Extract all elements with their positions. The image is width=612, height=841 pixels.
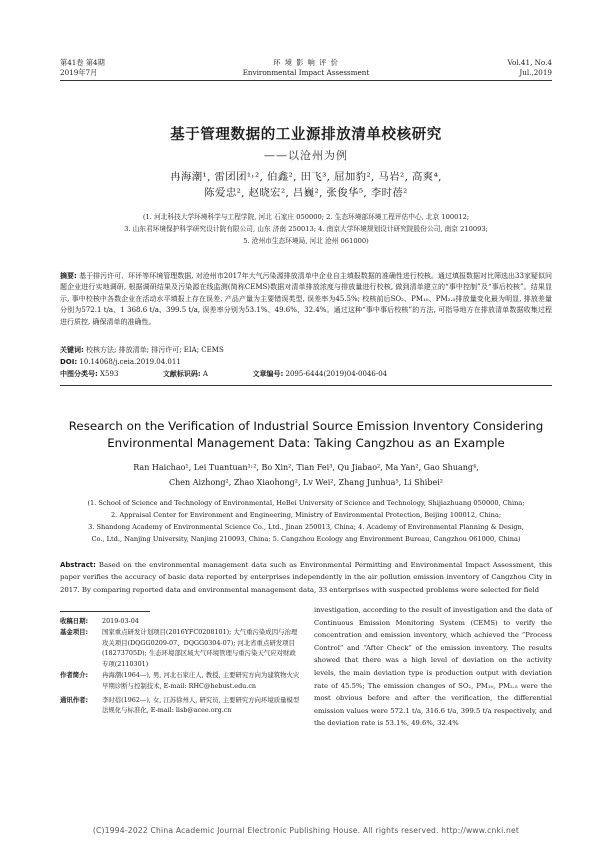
affiliation-cn-line: 5. 沧州市生态环境局, 河北 沧州 061000) xyxy=(243,237,369,245)
footnote-label: 作者简介: xyxy=(60,670,89,679)
keywords-cn xyxy=(60,345,224,356)
authors-cn-line: 冉海潮¹, 雷团团¹˒², 伯鑫², 田飞³, 屈加豹², 马岩², 高爽⁴, xyxy=(170,171,442,183)
affiliations-en xyxy=(40,497,572,545)
header-date-en: Jul.,2019 xyxy=(519,68,552,77)
doi-link[interactable]: 10.14068/j.ceia.2019.04.011 xyxy=(79,358,181,366)
subtitle-cn: ——以沧州为例 xyxy=(264,149,348,162)
footnote-received xyxy=(60,616,300,627)
doi-label: DOI: xyxy=(60,358,78,366)
abstract-en-continued: investigation, according to the result of investigation and the data of Continuous Emission Monitoring System (CEMS) to verify the concentration and emission inventory, which achieved the “Process Control” and “After Check” of the emission inventory. The results showed that there was a high level of deviation on the activity levels, the main deviation type is production output with deviation rate of 45.5%; The emission changes of SO₂, PM₁₀, PM₂.₅ were the most obvious before and after the verification, the differential emission values were 572.1 t/a, 316.6 t/a, 399.5 t/a respectively, and the deviation rate is 53.1%, 49.6%, 32.4% xyxy=(314,606,552,728)
header-date-cn: 2019年7月 xyxy=(60,68,98,77)
footnote-text: 李时蓓(1962—), 女, 江苏徐州人, 研究员, 主要研究方向环境质量模型法规化与标准化, E-mail: lisb@acee.org.cn xyxy=(102,695,300,715)
affiliations-cn xyxy=(40,211,572,247)
article-id-label: 文章编号: xyxy=(252,370,284,378)
affiliation-cn-line: (1. 河北科技大学环境科学与工程学院, 河北 石家庄 050000; 2. 生态环境部环境工程评估中心, 北京 100012; xyxy=(142,213,470,221)
header-rule xyxy=(60,80,552,81)
footnote-text: 国家重点研发计划项目(2016YFC0208101); 大气重污染成因与治理攻关项目(DQGG0209-07、DQGG0304-07); 河北省重点研发项目(18273705D); 生态环境部区域大气环境管理与重污染天气应对财政专项(2110301) xyxy=(102,627,298,669)
title-en-line: Research on the Verification of Industrial Source Emission Inventory Considering xyxy=(68,419,544,433)
keywords-cn-label: 关键词: xyxy=(60,346,84,354)
article-id-value: 2095-6444(2019)04-0046-04 xyxy=(285,370,388,378)
authors-cn xyxy=(40,169,572,201)
footnote-rule xyxy=(60,611,150,612)
copyright-footer: (C)1994-2022 China Academic Journal Electronic Publishing House. All rights reserved. http://www.cnki.net xyxy=(92,826,520,835)
abstract-en xyxy=(60,559,552,596)
abstract-en-text: Based on the environmental management data such as Environmental Permitting and Environmental Impact Assessment, this paper verifies the accuracy of basic data reported by enterprises independently in the air pollution emission inventory of Cangzhou City in 2017. By comparing reported data and environmental management data, 33 enterprises with suspected problems were selected for field xyxy=(60,561,552,594)
title-cn: 基于管理数据的工业源排放清单校核研究 xyxy=(170,127,442,143)
authors-cn-line: 陈爱忠², 赵晓宏², 吕巍², 张俊华⁵, 李时蓓² xyxy=(204,187,408,199)
affiliation-en-line: (1. School of Science and Technology of Environmental, HeBei University of Science and Technology, Shijiazhuang 050000, China; xyxy=(87,499,525,507)
header-volume-en: Vol.41, No.4 xyxy=(507,58,552,67)
footnote-label: 基金项目: xyxy=(60,627,89,636)
doc-code-label: 文献标识码: xyxy=(162,370,201,378)
affiliation-en-line: Co., Ltd., Nanjing University, Nanjing 210093, China; 5. Cangzhou Ecology ang Environment Bureau, Cangzhou 061000, China) xyxy=(91,535,521,543)
section-rule xyxy=(60,385,552,386)
clc-value: X593 xyxy=(100,370,119,378)
title-en xyxy=(40,418,572,451)
footnote-funding xyxy=(60,627,300,670)
authors-en-line: Chen Aizhong², Zhao Xiaohong², Lv Wei², Zhang Junhua⁵, Li Shibei² xyxy=(169,478,443,487)
doi xyxy=(60,357,181,368)
footnotes xyxy=(60,616,300,716)
affiliation-en-line: 3. Shandong Academy of Environmental Science Co., Ltd., Jinan 250013, China; 4. Academy of Environmental Planning & Design, xyxy=(88,523,524,531)
clc-label: 中图分类号: xyxy=(60,370,98,378)
header-journal-en: Environmental Impact Assessment xyxy=(242,68,370,77)
footnote-text: 2019-03-04 xyxy=(102,617,139,625)
footnote-label: 通讯作者: xyxy=(60,695,89,704)
keywords-cn-text: 校核方法; 排放清单; 排污许可; EIA; CEMS xyxy=(86,346,224,354)
abstract-cn xyxy=(60,271,552,328)
abstract-cn-text: 基于排污许可、环评等环境管理数据, 对沧州市2017年大气污染源排放清单中企业自主填报数据的准确性进行校核。通过填报数据对比筛选出33家疑似问题企业进行实地调研, 根据调研结果及污染源在线监测(简称CEMS)数据对清单排放浓度与排放量进行校核, 做到清单建立的“事中控制”及“事后校核”。结果显示, 事中校核中各数企业在活动水平填报上存在误差, 产品产量为主要错误类型, 误差率为45.5%; 校核前后SO₂、PM₁₀、PM₂.₅排放量变化最为明显, 排放差量分别为572.1 t/a、1 368.6 t/a、399.5 t/a, 误差率分别为53.1%、49.6%、32.4%。通过这种“事中事后校核”的方法, 可指导地方在排放清单数据收集过程进行质控, 确保清单的准确性。 xyxy=(60,272,552,326)
footnote-corresponding xyxy=(60,695,300,717)
abstract-cn-label: 摘要: xyxy=(60,272,77,280)
affiliation-en-line: 2. Appraisal Center for Environment and Engineering, Ministry of Environmental Protection, Beijing 100012, China; xyxy=(110,511,502,519)
classification-row xyxy=(60,369,552,380)
footnote-label: 收稿日期: xyxy=(60,617,89,625)
header-journal-cn: 环 境 影 响 评 价 xyxy=(273,58,339,67)
affiliation-cn-line: 3. 山东君环境保护科学研究设计院有限公司, 山东 济南 250013; 4. 南京大学环境规划设计研究院股份公司, 南京 210093; xyxy=(124,225,488,233)
header-volume-cn: 第41卷 第4期 xyxy=(60,58,105,67)
doc-code-value: A xyxy=(202,370,208,378)
authors-en-line: Ran Haichao¹, Lei Tuantuan¹˒², Bo Xin², Tian Fei³, Qu Jiabao², Ma Yan², Gao Shuang⁴, xyxy=(133,463,479,472)
authors-en xyxy=(40,460,572,490)
title-en-line: Environmental Management Data: Taking Cangzhou as an Example xyxy=(107,435,505,450)
footnote-text: 冉海潮(1964—), 男, 河北石家庄人, 教授, 主要研究方向为建筑物火灾早期诊断与控制技术, E-mail: RHC@hebust.edu.cn xyxy=(102,670,300,690)
abstract-en-label: Abstract: xyxy=(60,561,96,569)
footnote-author-bio xyxy=(60,670,300,692)
